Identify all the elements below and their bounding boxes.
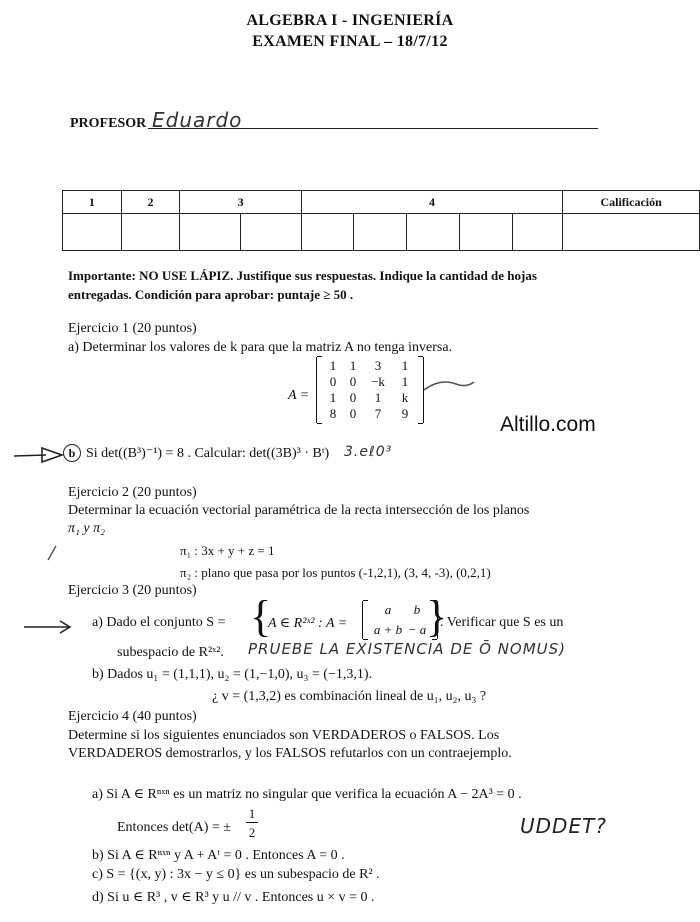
grade-cell	[459, 214, 512, 251]
set-brace-left: {	[250, 592, 272, 641]
matrix-row	[323, 358, 417, 374]
ej3-b-line2: ¿ v = (1,3,2) es combinación lineal de u₁, u₂, u₃ ?	[212, 689, 487, 704]
grade-header-3: 3	[180, 191, 301, 214]
ej2-plane2: π₂ : plano que pasa por los puntos (-1,2,1), (3, 4, -3), (0,2,1)	[180, 565, 491, 580]
profesor-label: PROFESOR	[70, 116, 147, 131]
ej3-heading: Ejercicio 3 (20 puntos)	[68, 583, 197, 598]
ej4-a-line1: a) Si A ∈ Rⁿˣⁿ es un matriz no singular que verifica la ecuación A − 2A³ = 0 .	[92, 787, 522, 802]
ej1-matrix-label: A =	[288, 388, 310, 403]
matrix-cell: 1	[329, 358, 337, 373]
grade-cell	[512, 214, 563, 251]
profesor-handwritten-name: Eduardo	[152, 108, 243, 132]
ej1-a: a) Determinar los valores de k para que la matriz A no tenga inversa.	[68, 340, 453, 355]
matrix-cell: 1	[349, 358, 357, 373]
matrix-cell: a + b	[373, 622, 403, 637]
exam-title: ALGEBRA I - INGENIERÍA	[246, 12, 454, 29]
handwritten-mark	[42, 544, 62, 564]
ej2-line2: π₁ y π₂	[68, 521, 105, 536]
grade-cell	[241, 214, 302, 251]
matrix-row	[323, 406, 417, 422]
grade-cell	[301, 214, 354, 251]
ej4-a-frac-num: 1	[246, 806, 258, 823]
ej4-b: b) Si A ∈ Rⁿˣⁿ y A + Aᵗ = 0 . Entonces A = 0 .	[92, 848, 345, 863]
watermark: Altillo.com	[500, 413, 596, 436]
matrix-cell: 9	[401, 406, 409, 421]
ej4-heading: Ejercicio 4 (40 puntos)	[68, 709, 197, 724]
grade-cell	[63, 214, 122, 251]
matrix-row	[323, 390, 417, 406]
matrix-row	[371, 602, 429, 618]
matrix-cell: 1	[329, 390, 337, 405]
handwritten-arrow-icon	[22, 617, 76, 637]
matrix-cell: −k	[371, 374, 385, 389]
ej3-a-handwritten: PRUEBE LA EXISTENCIA DE Ō NOMUS)	[248, 640, 567, 658]
matrix-cell: a	[384, 602, 392, 617]
matrix-cell: 1	[401, 374, 409, 389]
matrix-cell: 0	[349, 374, 357, 389]
ej4-a-frac-den: 2	[248, 825, 256, 840]
ej4-a-line2: Entonces det(A) = ±	[117, 820, 231, 835]
ej4-a-handwritten: UDDET?	[520, 814, 607, 838]
ej3-b-line1: b) Dados u₁ = (1,1,1), u₂ = (1,−1,0), u₃ = (−1,3,1).	[92, 667, 373, 682]
matrix-cell: 1	[374, 390, 382, 405]
important-line2: entregadas. Condición para aprobar: puntaje ≥ 50 .	[68, 287, 354, 302]
ej1-matrix	[316, 357, 424, 423]
set-brace-right: }	[426, 592, 448, 641]
matrix-cell: b	[413, 602, 421, 617]
ej3-a-prefix: a) Dado el conjunto S =	[92, 615, 226, 630]
grade-cell	[121, 214, 180, 251]
matrix-cell: 3	[374, 358, 382, 373]
matrix-cell: − a	[407, 622, 427, 637]
ej1-heading: Ejercicio 1 (20 puntos)	[68, 321, 197, 336]
ej4-c: c) S = {(x, y) : 3x − y ≤ 0} es un subespacio de R² .	[92, 867, 380, 882]
ej3-a-set-left: A ∈ R²ˣ² : A =	[268, 616, 348, 631]
matrix-cell: 8	[329, 406, 337, 421]
handwritten-mark	[420, 372, 480, 402]
ej2-plane1: π₁ : 3x + y + z = 1	[180, 543, 275, 558]
exam-subtitle: EXAMEN FINAL – 18/7/12	[252, 33, 448, 50]
ej1-b: Si det((B³)⁻¹) = 8 . Calcular: det((3B)³ · Bᵗ)	[86, 446, 330, 461]
grade-header-calificacion: Calificación	[563, 191, 700, 214]
matrix-row	[323, 374, 417, 390]
grade-header-4: 4	[301, 191, 563, 214]
ej4-d: d) Si u ∈ R³ , v ∈ R³ y u // v . Entonces u × v = 0 .	[92, 890, 375, 905]
grade-cell	[354, 214, 407, 251]
ej1-b-handwritten: 3.eℓ0³	[344, 444, 393, 460]
ej2-heading: Ejercicio 2 (20 puntos)	[68, 485, 197, 500]
ej3-a-line2: subespacio de R²ˣ².	[117, 645, 224, 660]
important-line1: Importante: NO USE LÁPIZ. Justifique sus respuestas. Indique la cantidad de hojas	[68, 268, 537, 283]
grade-header-2: 2	[121, 191, 180, 214]
matrix-cell: 0	[349, 406, 357, 421]
matrix-cell: 7	[374, 406, 382, 421]
matrix-cell: 1	[401, 358, 409, 373]
matrix-cell: 0	[329, 374, 337, 389]
grade-header-1: 1	[63, 191, 122, 214]
matrix-row	[371, 622, 429, 638]
grade-table	[62, 190, 700, 251]
matrix-cell: 0	[349, 390, 357, 405]
ej4-line1: Determine si los siguientes enunciados son VERDADEROS o FALSOS. Los	[68, 728, 500, 743]
ej4-line2: VERDADEROS demostrarlos, y los FALSOS refutarlos con un contraejemplo.	[68, 746, 512, 761]
ej2-line1: Determinar la ecuación vectorial paramétrica de la recta intersección de los planos	[68, 503, 530, 518]
ej1-b-circled-letter: b	[63, 444, 81, 462]
grade-cell	[180, 214, 241, 251]
matrix-cell: k	[401, 390, 409, 405]
grade-cell	[407, 214, 460, 251]
ej3-a-suffix: . Verificar que S es un	[440, 615, 564, 630]
grade-cell	[563, 214, 700, 251]
